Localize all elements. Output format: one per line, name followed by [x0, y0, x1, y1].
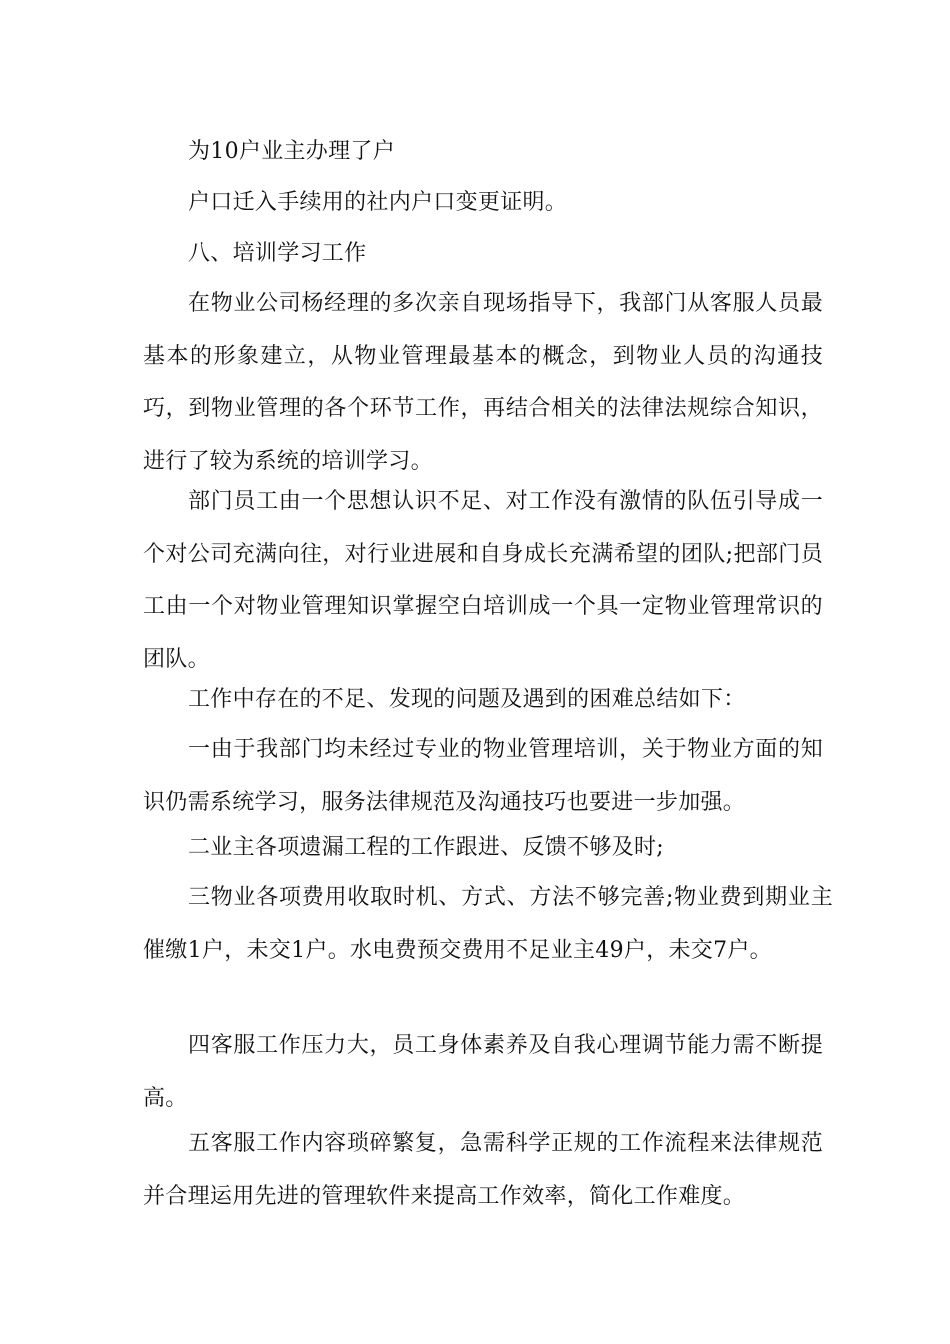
paragraph-issue-two: 二业主各项遗漏工程的工作跟进、反馈不够及时;: [188, 835, 665, 860]
paragraph-issue-four: 四客服工作压力大，员工身体素养及自我心理调节能力需不断提高。: [143, 1033, 823, 1111]
section-heading-training: 八、培训学习工作: [188, 241, 367, 266]
paragraph-team-development: 部门员工由一个思想认识不足、对工作没有激情的队伍引导成一个对公司充满向往，对行业进展和自身成长充满希望的团队;把部门员工由一个对物业管理知识掌握空白培训成一个具一定物业管理常识的团队。: [143, 489, 823, 672]
paragraph-problems-intro: 工作中存在的不足、发现的问题及遇到的困难总结如下：: [188, 687, 746, 712]
paragraph-issue-five: 五客服工作内容琐碎繁复，急需科学正规的工作流程来法律规范并合理运用先进的管理软件来提高工作效率，简化工作难度。: [143, 1131, 823, 1209]
paragraph-issue-one: 一由于我部门均未经过专业的物业管理培训，关于物业方面的知识仍需系统学习，服务法律规范及沟通技巧也要进一步加强。: [143, 737, 823, 815]
paragraph-household-registration: 为10户业主办理了户: [188, 139, 395, 164]
paragraph-registration-certificate: 户口迁入手续用的社内户口变更证明。: [188, 190, 568, 215]
paragraph-issue-three: 三物业各项费用收取时机、方式、方法不够完善;物业费到期业主催缴1户，未交1户。水电费预交费用不足业主49户，未交7户。: [143, 885, 833, 963]
paragraph-training-guidance: 在物业公司杨经理的多次亲自现场指导下，我部门从客服人员最基本的形象建立，从物业管理最基本的概念，到物业人员的沟通技巧，到物业管理的各个环节工作，再结合相关的法律法规综合知识，进行了较为系统的培训学习。: [143, 291, 823, 474]
